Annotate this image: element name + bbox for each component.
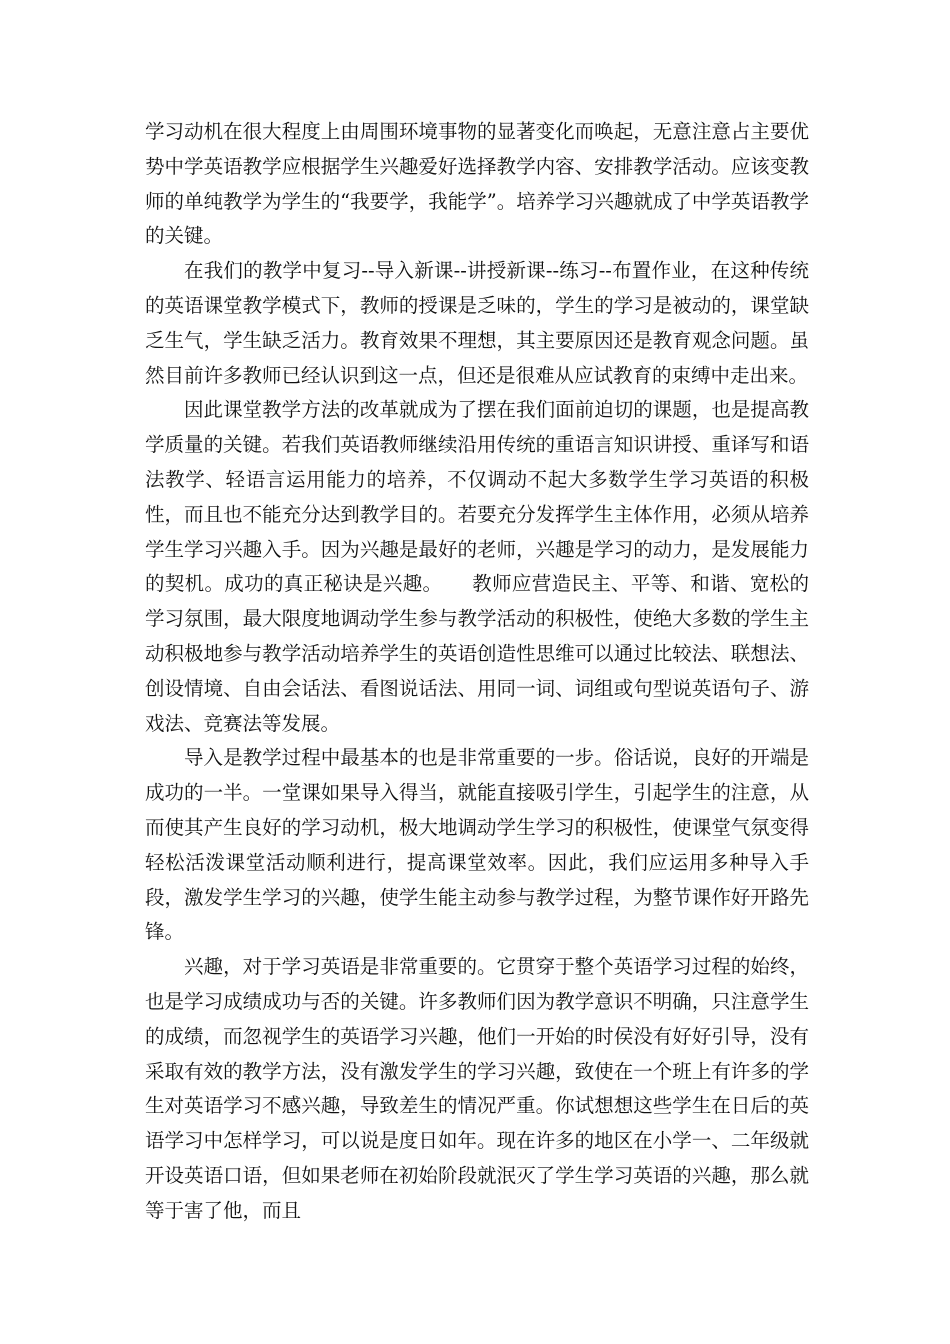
paragraph-2: 在我们的教学中复习--导入新课--讲授新课--练习--布置作业，在这种传统的英语课堂教学模式下，教师的授课是乏味的，学生的学习是被动的，课堂缺乏生气，学生缺乏活力。教育效果不理想，其主要原因还是教育观念问题。虽然目前许多教师已经认识到这一点，但还是很难从应试教育的束缚中走出来。 — [145, 259, 809, 387]
paragraph-5: 兴趣，对于学习英语是非常重要的。它贯穿于整个英语学习过程的始终，也是学习成绩成功与否的关键。许多教师们因为教学意识不明确，只注意学生的成绩，而忽视学生的英语学习兴趣，他们一开始的时侯没有好好引导，没有采取有效的教学方法，没有激发学生的学习兴趣，致使在一个班上有许多的学生对英语学习不感兴趣，导致差生的情况严重。你试想想这些学生在日后的英语学习中怎样学习，可以说是度日如年。现在许多的地区在小学一、二年级就开设英语口语，但如果老师在初始阶段就泯灭了学生学习英语的兴趣，那么就等于害了他，而且 — [145, 955, 809, 1222]
document-body — [145, 115, 809, 1229]
paragraph-1: 学习动机在很大程度上由周围环境事物的显著变化而唤起，无意注意占主要优势中学英语教学应根据学生兴趣爱好选择教学内容、安排教学活动。应该变教师的单纯教学为学生的“我要学，我能学”。培养学习兴趣就成了中学英语教学的关键。 — [145, 120, 809, 248]
paragraph-4: 导入是教学过程中最基本的也是非常重要的一步。俗话说，良好的开端是成功的一半。一堂课如果导入得当，就能直接吸引学生，引起学生的注意，从而使其产生良好的学习动机，极大地调动学生学习的积极性，使课堂气氛变得轻松活泼课堂活动顺利进行，提高课堂效率。因此，我们应运用多种导入手段，激发学生学习的兴趣，使学生能主动参与教学过程，为整节课作好开路先锋。 — [145, 746, 809, 944]
paragraph-3: 因此课堂教学方法的改革就成为了摆在我们面前迫切的课题，也是提高教学质量的关键。若我们英语教师继续沿用传统的重语言知识讲授、重译写和语法教学、轻语言运用能力的培养，不仅调动不起大多数学生学习英语的积极性，而且也不能充分达到教学目的。若要充分发挥学生主体作用，必须从培养学生学习兴趣入手。因为兴趣是最好的老师，兴趣是学习的动力，是发展能力的契机。成功的真正秘诀是兴趣。 教师应营造民主、平等、和谐、宽松的学习氛围，最大限度地调动学生参与教学活动的积极性，使绝大多数的学生主动积极地参与教学活动培养学生的英语创造性思维可以通过比较法、联想法、创设情境、自由会话法、看图说话法、用同一词、词组或句型说英语句子、游戏法、竞赛法等发展。 — [145, 398, 809, 735]
